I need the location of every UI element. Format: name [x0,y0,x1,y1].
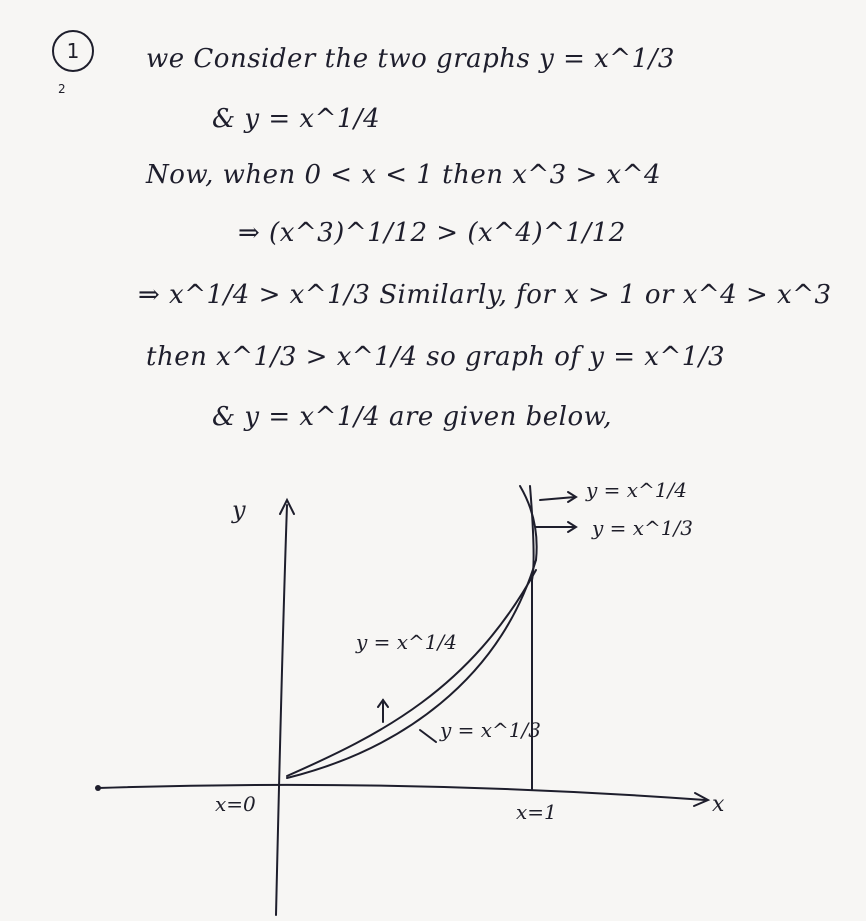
text-line-1: we Consider the two graphs y = x^1/3 [146,44,675,74]
curve-label-third: y = x^1/3 [440,718,541,742]
legend-label-third: y = x^1/3 [592,516,693,540]
x1-label: x=1 [516,800,557,824]
text-line-4: ⇒ (x^3)^1/12 > (x^4)^1/12 [238,218,626,248]
y-axis [276,505,287,915]
text-line-7: & y = x^1/4 are given below, [212,402,613,432]
margin-mark: 2 [58,82,66,96]
legend-label-quarter: y = x^1/4 [586,478,687,502]
x-axis-start-dot [95,785,101,791]
curve-label-quarter: y = x^1/4 [356,630,457,654]
x-equals-1-line [530,486,534,790]
text-line-6: then x^1/3 > x^1/4 so graph of y = x^1/3 [146,342,726,372]
y-axis-label: y [232,496,246,524]
origin-label: x=0 [215,792,256,816]
text-line-5: ⇒ x^1/4 > x^1/3 Similarly, for x > 1 or x^4 > x^3 [138,280,832,310]
text-line-2: & y = x^1/4 [212,104,381,134]
legend-arrow-1 [540,497,575,500]
curve-x-third [287,560,536,778]
question-number-text: 1 [66,39,80,63]
x-axis-label: x [712,792,725,817]
text-line-3: Now, when 0 < x < 1 then x^3 > x^4 [146,160,662,190]
x-axis [98,785,705,800]
curve-x-quarter [287,570,536,776]
pointer-arrow-down [420,730,436,742]
